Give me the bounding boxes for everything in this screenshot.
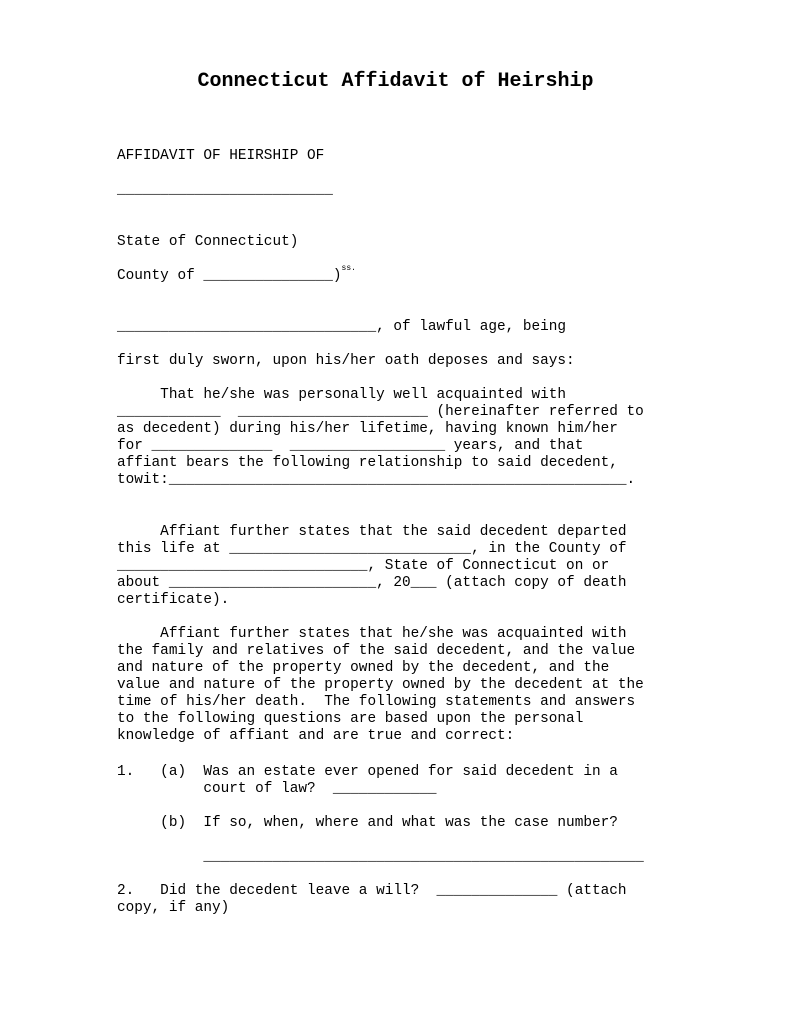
document-line	[117, 558, 609, 575]
line-text: certificate).	[117, 592, 230, 608]
document-line	[117, 455, 618, 472]
line-text: Affiant further states that he/she was acquainted with	[117, 626, 627, 642]
line-text: _________________________	[117, 182, 333, 198]
document-line	[117, 524, 627, 541]
line-text: ______________________________, of lawful age, being	[117, 319, 567, 335]
line-text: for ______________ __________________ years, and that	[117, 438, 584, 454]
line-text: ____________ ______________________ (hereinafter referred to	[117, 404, 644, 420]
line-text: as decedent) during his/her lifetime, having known him/her	[117, 421, 618, 437]
line-text: 2. Did the decedent leave a will? ______________ (attach	[117, 883, 627, 899]
line-text: 1. (a) Was an estate ever opened for said decedent in a	[117, 764, 618, 780]
document-line	[117, 438, 583, 455]
document-line	[117, 353, 575, 370]
line-text: (b) If so, when, where and what was the case number?	[117, 815, 618, 831]
line-text: towit:_____________________________________________________.	[117, 472, 636, 488]
document-line	[117, 694, 635, 711]
line-text: State of Connecticut)	[117, 234, 299, 250]
line-text: affiant bears the following relationship to said decedent,	[117, 455, 618, 471]
line-text: _____________________________, State of Connecticut on or	[117, 558, 610, 574]
line-text: knowledge of affiant and are true and correct:	[117, 728, 515, 744]
document-line	[117, 264, 356, 285]
document-line	[117, 575, 627, 592]
line-text: AFFIDAVIT OF HEIRSHIP OF	[117, 148, 325, 164]
document-line	[117, 883, 627, 900]
document-line	[117, 404, 644, 421]
document-line	[117, 387, 566, 404]
document-line	[117, 711, 583, 728]
document-line	[117, 815, 618, 832]
document-line	[117, 541, 627, 558]
document-line	[117, 319, 566, 336]
document-line	[117, 764, 618, 781]
line-text: time of his/her death. The following statements and answers	[117, 694, 636, 710]
ss-notation: ss.	[341, 264, 356, 273]
line-text: copy, if any)	[117, 900, 230, 916]
document-line	[117, 849, 644, 866]
document-line	[117, 781, 437, 798]
document-line	[117, 182, 333, 199]
line-text: this life at ____________________________, in the County of	[117, 541, 627, 557]
document-line	[117, 643, 635, 660]
document-line	[117, 472, 635, 489]
document-line	[117, 660, 609, 677]
line-text: court of law? ____________	[117, 781, 437, 797]
document-line	[117, 677, 644, 694]
document-title: Connecticut Affidavit of Heirship	[197, 70, 594, 93]
document-line	[117, 728, 514, 745]
document-line	[117, 900, 229, 917]
line-text: to the following questions are based upon the personal	[117, 711, 584, 727]
line-text: and nature of the property owned by the decedent, and the	[117, 660, 610, 676]
line-text: the family and relatives of the said decedent, and the value	[117, 643, 636, 659]
document-line	[117, 421, 618, 438]
line-text: Affiant further states that the said decedent departed	[117, 524, 627, 540]
line-text: about ________________________, 20___ (attach copy of death	[117, 575, 627, 591]
document-line	[117, 234, 298, 251]
line-text: ___________________________________________________	[117, 849, 644, 865]
document-line	[117, 148, 324, 165]
document-line	[117, 626, 627, 643]
line-text: first duly sworn, upon his/her oath deposes and says:	[117, 353, 575, 369]
document-line	[117, 592, 229, 609]
line-text: value and nature of the property owned by the decedent at the	[117, 677, 644, 693]
line-text: County of _______________)	[117, 268, 342, 284]
line-text: That he/she was personally well acquainted with	[117, 387, 567, 403]
